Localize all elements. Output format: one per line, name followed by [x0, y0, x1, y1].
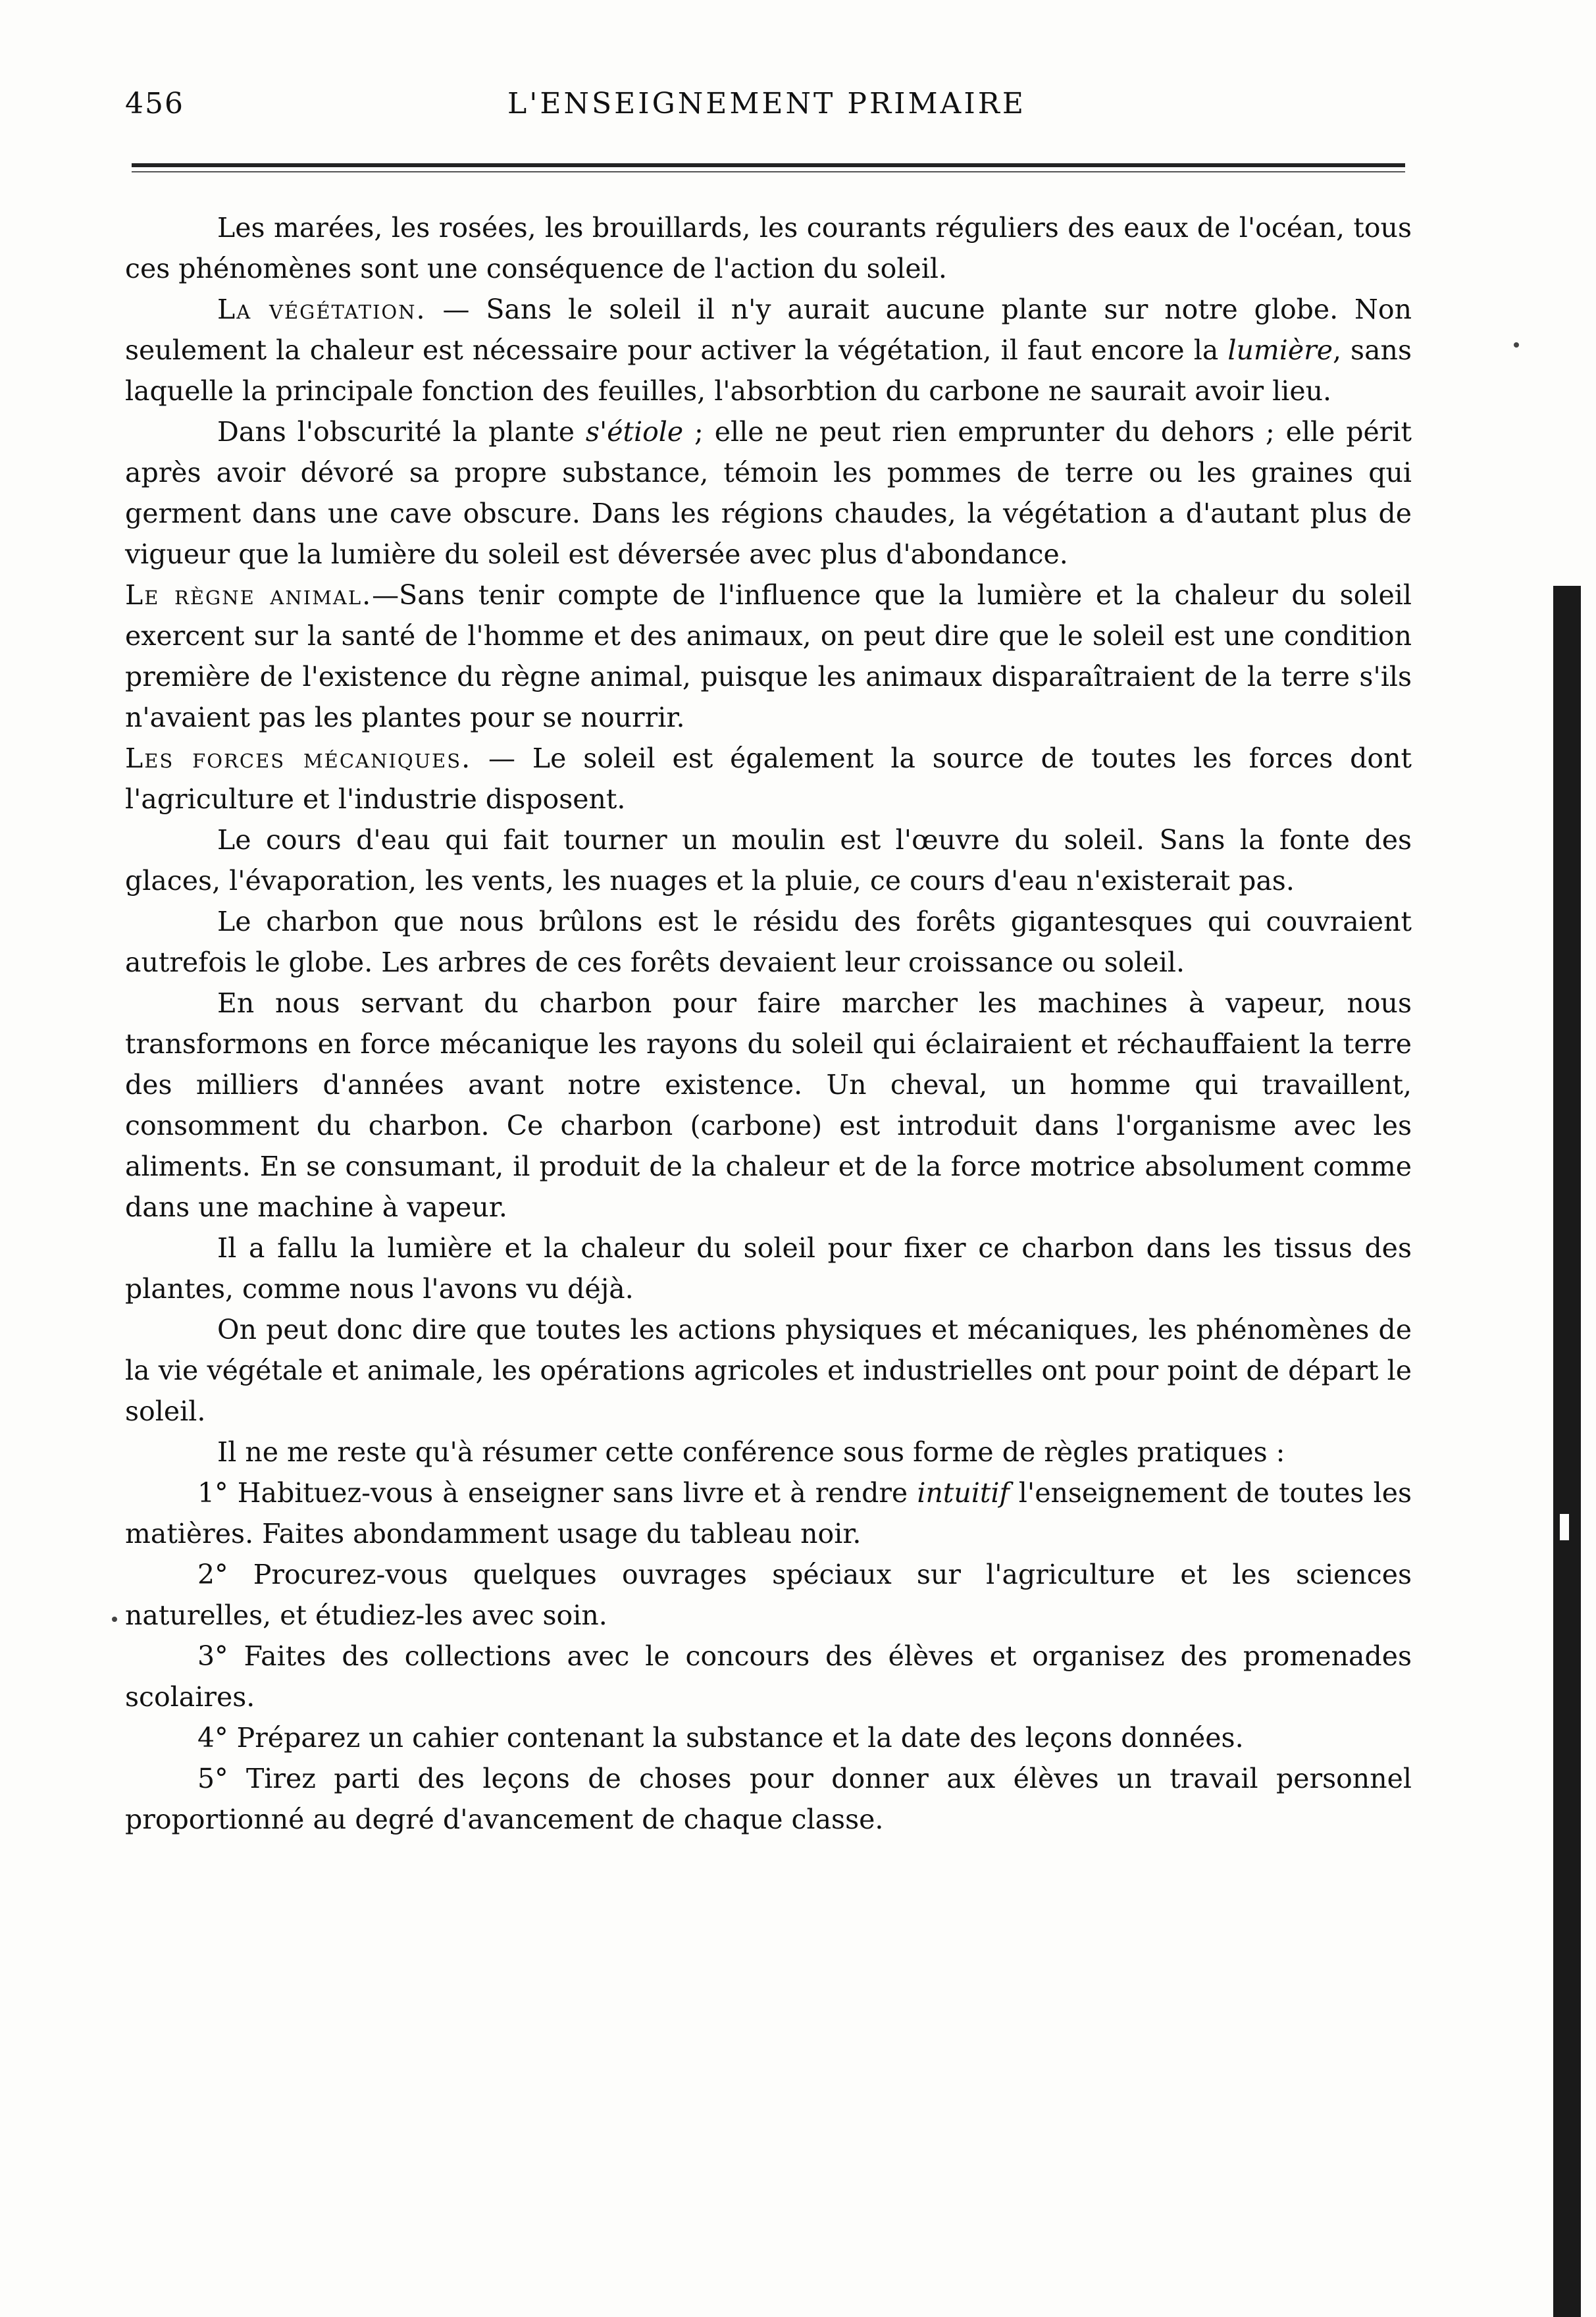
page-number: 456	[125, 87, 184, 120]
paragraph-vegetation: La végétation. — Sans le soleil il n'y aurait aucune plante sur notre globe. Non seulement la chaleur est nécessaire pour activer la végétation, il faut encore la lumière, sans laquelle la principale fonction des feuilles, l'absorbtion du carbone ne saurait avoir lieu.	[125, 294, 1412, 407]
scan-edge-notch	[1560, 1514, 1569, 1540]
paragraph-steam: En nous servant du charbon pour faire marcher les machines à vapeur, nous transformons en force mécanique les rayons du soleil qui éclairaient et réchauffaient la terre des milliers d'années avant notre existence. Un cheval, un homme qui travaillent, consomment du charbon. Ce charbon (carbone) est introduit dans l'organisme avec les aliments. En se consumant, il produit de la chaleur et de la force motrice absolument comme dans une machine à vapeur.	[125, 987, 1412, 1223]
running-title: L'ENSEIGNEMENT PRIMAIRE	[507, 87, 1026, 120]
rule-item-1: 1° Habituez-vous à enseigner sans livre et à rendre intuitif l'enseignement de toutes les matières. Faites abondamment usage du tableau noir.	[125, 1477, 1412, 1549]
header-rule-thin	[132, 171, 1405, 172]
rule-item-3: 3° Faites des collections avec le concours des élèves et organisez des promenades scolaires.	[125, 1640, 1412, 1713]
scan-edge-shadow	[1553, 586, 1581, 2317]
paragraph-darkness: Dans l'obscurité la plante s'étiole ; elle ne peut rien emprunter du dehors ; elle périt après avoir dévoré sa propre substance, témoin les pommes de terre ou les graines qui germent dans une cave obscure. Dans les régions chaudes, la végétation a d'autant plus de vigueur que la lumière du soleil est déversée avec plus d'abondance.	[125, 416, 1412, 570]
scan-speck	[112, 1617, 117, 1622]
paragraph-mechanical-forces: Les forces mécaniques. — Le soleil est également la source de toutes les forces dont l'agriculture et l'industrie disposent.	[125, 742, 1412, 815]
paragraph-watercourse: Le cours d'eau qui fait tourner un moulin est l'œuvre du soleil. Sans la fonte des glaces, l'évaporation, les vents, les nuages et la pluie, ce cours d'eau n'existerait pas.	[125, 824, 1412, 897]
section-heading-forces: Les forces mécaniques.	[125, 742, 472, 774]
paragraph-coal: Le charbon que nous brûlons est le résidu des forêts gigantesques qui couvraient autrefois le globe. Les arbres de ces forêts devaient leur croissance ou soleil.	[125, 906, 1412, 978]
paragraph-tides: Les marées, les rosées, les brouillards, les courants réguliers des eaux de l'océan, tous ces phénomènes sont une conséquence de l'action du soleil.	[125, 212, 1412, 284]
paragraph-rules-intro: Il ne me reste qu'à résumer cette conférence sous forme de règles pratiques :	[217, 1436, 1285, 1468]
section-heading-animal: Le règne animal.	[125, 579, 373, 611]
paragraph-fixing-carbon: Il a fallu la lumière et la chaleur du soleil pour fixer ce charbon dans les tissus des plantes, comme nous l'avons vu déjà.	[125, 1232, 1412, 1305]
paragraph-animal-kingdom: Le règne animal.—Sans tenir compte de l'influence que la lumière et la chaleur du soleil exercent sur la santé de l'homme et des animaux, on peut dire que le soleil est une condition première de l'existence du règne animal, puisque les animaux disparaîtraient de la terre s'ils n'avaient pas les plantes pour se nourrir.	[125, 579, 1412, 733]
section-heading-vegetation: La végétation.	[217, 294, 426, 325]
page-header	[125, 87, 1408, 140]
body-text	[125, 207, 1412, 1840]
paragraph-conclusion: On peut donc dire que toutes les actions physiques et mécaniques, les phénomènes de la vie végétale et animale, les opérations agricoles et industrielles ont pour point de départ le soleil.	[125, 1314, 1412, 1427]
rule-item-5: 5° Tirez parti des leçons de choses pour donner aux élèves un travail personnel proportionné au degré d'avancement de chaque classe.	[125, 1763, 1412, 1835]
scan-speck	[1514, 342, 1519, 348]
header-rule	[132, 163, 1405, 167]
rule-item-2: 2° Procurez-vous quelques ouvrages spéciaux sur l'agriculture et les sciences naturelles, et étudiez-les avec soin.	[125, 1559, 1412, 1631]
rule-item-4: 4° Préparez un cahier contenant la substance et la date des leçons données.	[197, 1722, 1244, 1754]
